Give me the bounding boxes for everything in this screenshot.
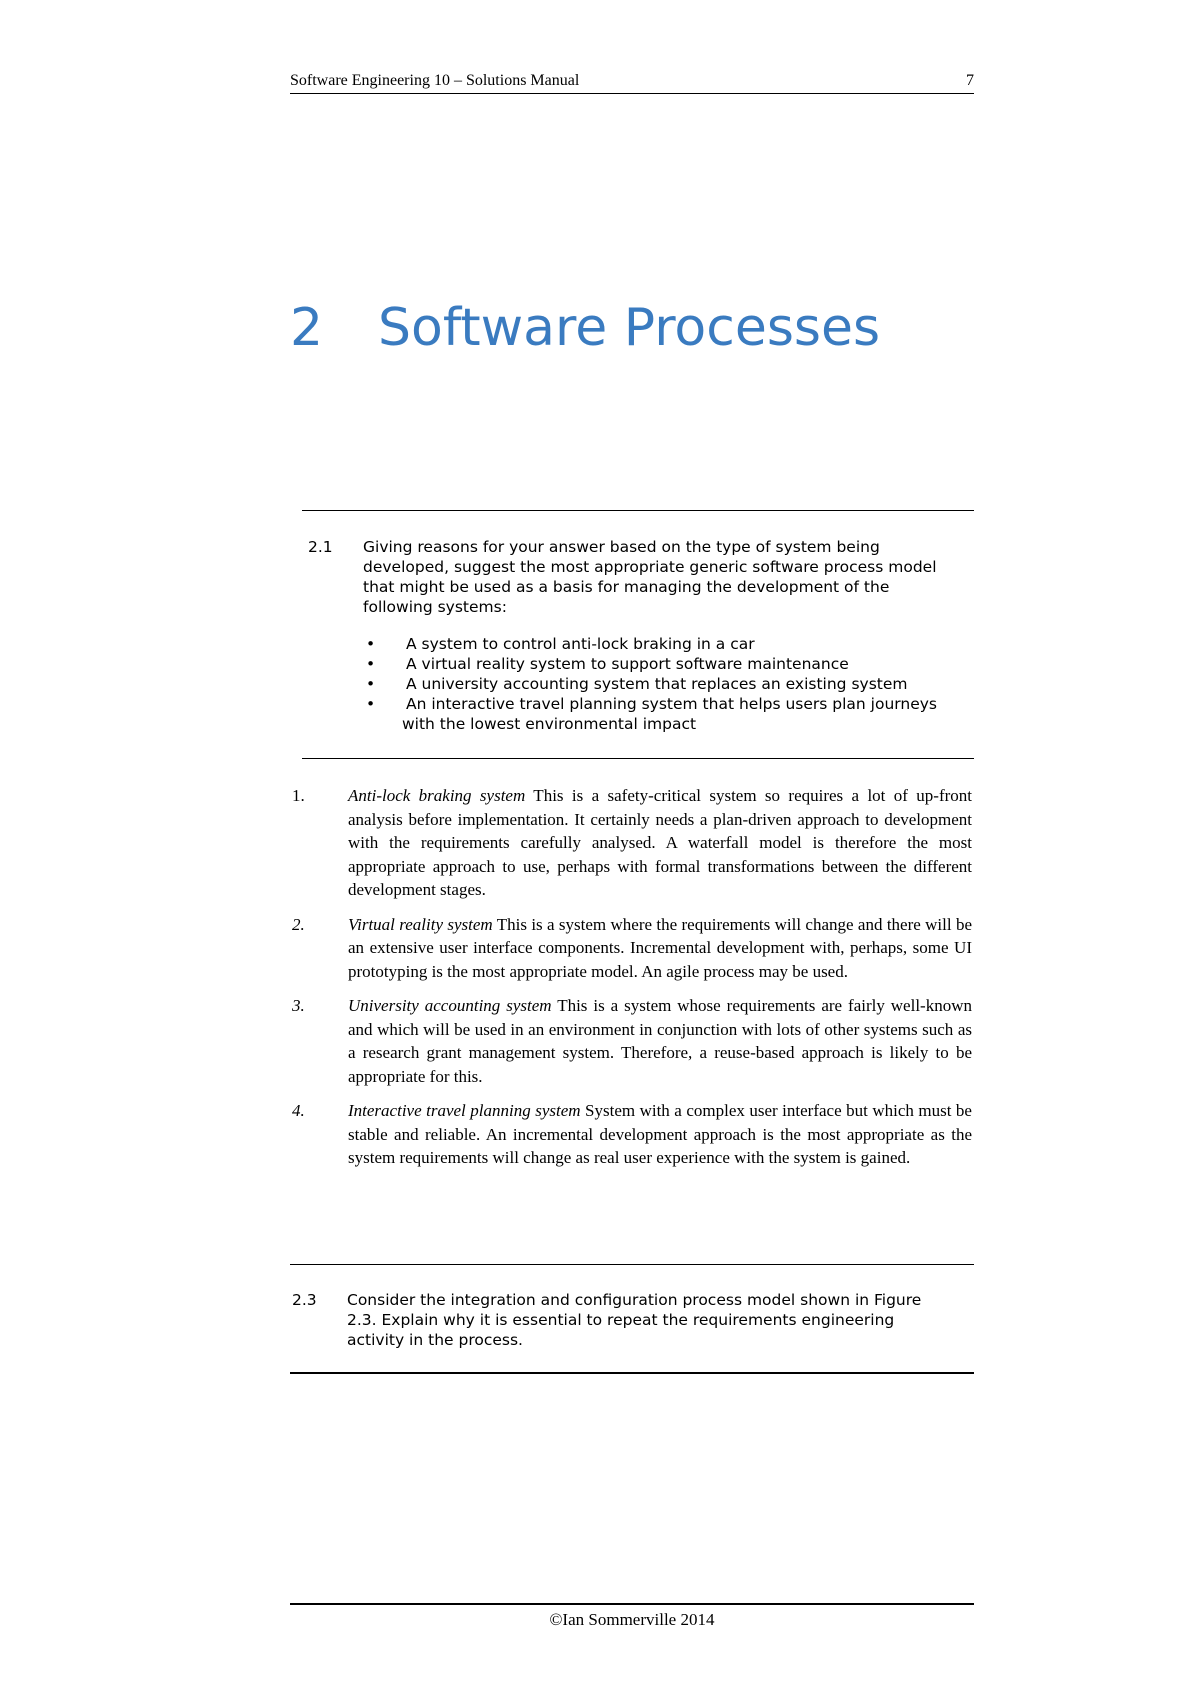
answer-list — [292, 784, 972, 1181]
question-line: that might be used as a basis for managing the development of the — [363, 578, 890, 596]
question-box-top-rule — [302, 510, 974, 511]
answer-text: This is a system whose requirements are fairly well-known and which will be used in an environment in conjunction with lots of other systems such as a research grant management system. Therefore, a reuse-based approach is likely to be appropriate for this. — [348, 996, 972, 1086]
question-line: Giving reasons for your answer based on the type of system being — [363, 538, 880, 556]
answer-number: 3. — [292, 996, 305, 1015]
question-line: following systems: — [363, 598, 507, 616]
question-line: activity in the process. — [347, 1331, 523, 1349]
answer-text: This is a system where the requirements will change and there will be an extensive user interface components. Incremental development with, perhaps, some UI prototyping is the most appropriate model. An agile process may be used. — [348, 914, 972, 981]
question-text — [347, 1290, 921, 1350]
answer-text: System with a complex user interface but which must be stable and reliable. An incremental development approach is the most appropriate as the system requirements will change as real user experience with the system is gained. — [348, 1101, 972, 1167]
question-box-top-rule — [290, 1264, 974, 1265]
list-item-continuation: with the lowest environmental impact — [402, 715, 697, 733]
answer-number: 1. — [292, 786, 305, 805]
answer-number: 2. — [292, 914, 305, 934]
answer-term: Virtual reality system — [348, 914, 493, 934]
running-header — [290, 72, 974, 94]
bullet-icon: • — [366, 695, 376, 713]
question-line: Consider the integration and configuration process model shown in Figure — [347, 1291, 922, 1309]
answer-item — [292, 913, 972, 984]
question-line: developed, suggest the most appropriate generic software process model — [363, 558, 937, 576]
list-item: • An interactive travel planning system that helps users plan journeys with the lowest environmental impact — [362, 694, 962, 734]
answer-term: University accounting system — [348, 996, 552, 1015]
bullet-icon: • — [366, 675, 376, 693]
header-title: Software Engineering 10 – Solutions Manual — [290, 72, 580, 89]
system-list — [362, 634, 962, 734]
chapter-title-text: Software Processes — [378, 298, 881, 358]
list-item: • A system to control anti-lock braking in a car — [366, 635, 755, 653]
answer-item — [292, 784, 972, 902]
answer-term: Interactive travel planning system — [348, 1101, 581, 1120]
answer-item — [292, 1099, 972, 1170]
question-line: 2.3. Explain why it is essential to repeat the requirements engineering — [347, 1311, 895, 1329]
answer-number: 4. — [292, 1101, 305, 1120]
question-text — [363, 537, 937, 617]
list-item: • A virtual reality system to support software maintenance — [366, 655, 849, 673]
page-number: 7 — [966, 72, 974, 89]
chapter-number: 2 — [290, 298, 324, 358]
footer-rule — [290, 1603, 974, 1605]
answer-term: Anti-lock braking system — [348, 786, 526, 805]
question-number: 2.1 — [308, 538, 333, 556]
footer-copyright: ©Ian Sommerville 2014 — [549, 1610, 715, 1629]
question-box-bottom-rule — [290, 1372, 974, 1374]
list-item: • A university accounting system that replaces an existing system — [366, 675, 908, 693]
chapter-title — [290, 298, 880, 358]
question-number: 2.3 — [292, 1291, 317, 1309]
answer-text: This is a safety-critical system so requires a lot of up-front analysis before implementation. It certainly needs a plan-driven approach to development with the requirements carefully analysed. A waterfall model is therefore the most appropriate approach to use, perhaps with formal transformations between the different development stages. — [348, 786, 972, 899]
bullet-icon: • — [366, 655, 376, 673]
question-box-bottom-rule — [302, 758, 974, 759]
answer-item — [292, 994, 972, 1088]
bullet-icon: • — [366, 635, 376, 653]
